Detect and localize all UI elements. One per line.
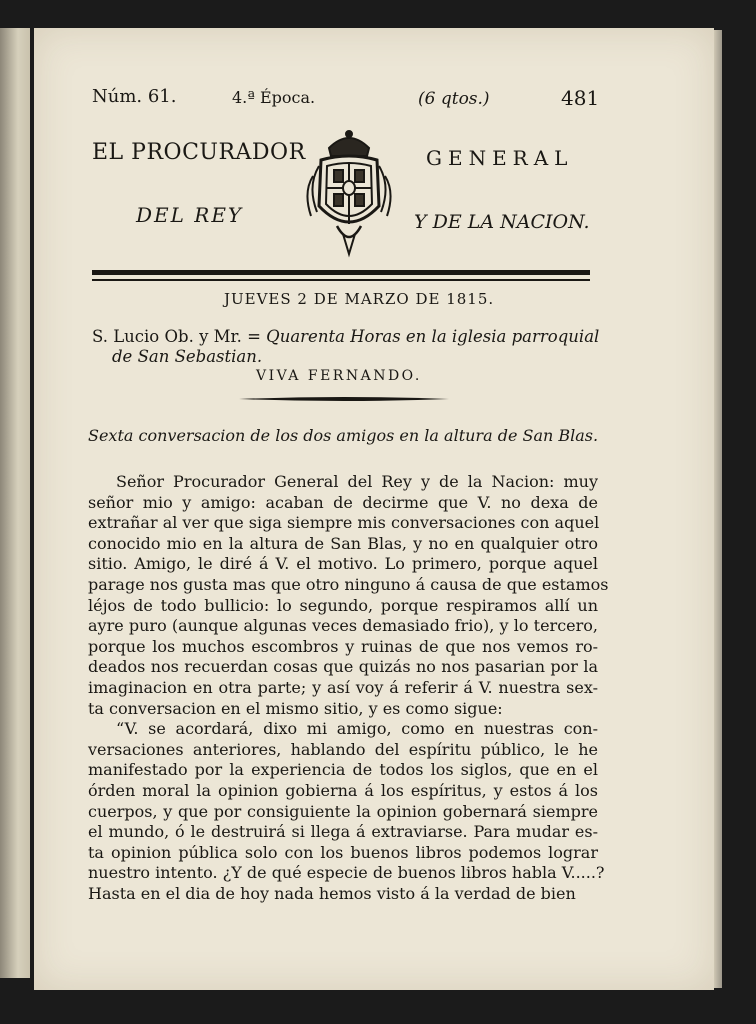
- masthead-line2-right: Y DE LA NACION.: [414, 211, 590, 233]
- masthead-line2-left: DEL REY: [136, 203, 244, 227]
- body-line: señor mio y amigo: acaban de decirme que V. no dexa de: [88, 492, 598, 512]
- body-line: ta conversacion en el mismo sitio, y es como sigue:: [88, 698, 503, 718]
- body-line: Señor Procurador General del Rey y de la Nacion: muy: [116, 472, 598, 491]
- previous-page-edge: [0, 28, 30, 978]
- body-line: manifestado por la experiencia de todos los siglos, que en el: [88, 760, 598, 780]
- ornamental-divider: [239, 396, 449, 402]
- body-line: versaciones anteriores, hablando del espíritu público, le he: [88, 739, 598, 759]
- newspaper-page: [34, 28, 714, 990]
- body-line: léjos de todo bullicio: lo segundo, porque respiramos allí un: [88, 595, 598, 615]
- masthead-line1-left: EL PROCURADOR: [92, 140, 306, 165]
- date-line: JUEVES 2 DE MARZO DE 1815.: [224, 290, 495, 308]
- royal-coat-of-arms-icon: [299, 126, 399, 258]
- body-line: porque los muchos escombros y ruinas de que nos vemos ro-: [88, 636, 598, 656]
- body-line: órden moral la opinion gobierna á los espíritus, y estos á los: [88, 781, 598, 800]
- body-line: deados nos recuerdan cosas que quizás no nos pasarian por la: [88, 657, 598, 677]
- price-label: (6 qtos.): [418, 89, 490, 109]
- body-line: nuestro intento. ¿Y de qué especie de buenos libros habla V.....?: [88, 863, 605, 883]
- page-number: 481: [561, 86, 600, 110]
- saints-italic-text: Quarenta Horas en la iglesia parroquial: [266, 327, 600, 346]
- masthead-line1-right: GENERAL: [426, 146, 574, 170]
- conversation-title: Sexta conversacion de los dos amigos en la altura de San Blas.: [88, 426, 599, 445]
- body-line: imaginacion en otra parte; y así voy á referir á V. nuestra sex-: [88, 678, 598, 697]
- saints-line-1: [92, 327, 599, 346]
- masthead-rule-thick: [92, 270, 590, 275]
- masthead-rule-thin: [92, 279, 590, 281]
- body-line: extrañar al ver que siga siempre mis conversaciones con aquel: [88, 513, 600, 533]
- saints-line-2: de San Sebastian.: [112, 347, 263, 366]
- epoch-label: 4.ª Época.: [232, 88, 316, 107]
- body-line: “V. se acordará, dixo mi amigo, como en nuestras con-: [116, 719, 598, 739]
- body-line: parage nos gusta mas que otro ninguno á causa de que estamos: [88, 575, 609, 594]
- issue-number: Núm. 61.: [92, 86, 177, 107]
- body-line: ayre puro (aunque algunas veces demasiado frio), y lo tercero,: [88, 616, 598, 636]
- body-line: cuerpos, y que por consiguiente la opinion gobernará siempre: [88, 801, 598, 821]
- page-fore-edge: [714, 30, 722, 988]
- body-line: sitio. Amigo, le diré á V. el motivo. Lo primero, porque aquel: [88, 554, 598, 574]
- body-line: Hasta en el dia de hoy nada hemos visto á la verdad de bien: [88, 884, 576, 903]
- body-line: ta opinion pública solo con los buenos libros podemos lograr: [88, 842, 598, 862]
- saints-plain-text: S. Lucio Ob. y Mr. =: [92, 327, 267, 346]
- body-line: el mundo, ó le destruirá si llega á extraviarse. Para mudar es-: [88, 822, 598, 842]
- body-line: conocido mio en la altura de San Blas, y no en qualquier otro: [88, 533, 598, 553]
- motto: VIVA FERNANDO.: [256, 368, 422, 384]
